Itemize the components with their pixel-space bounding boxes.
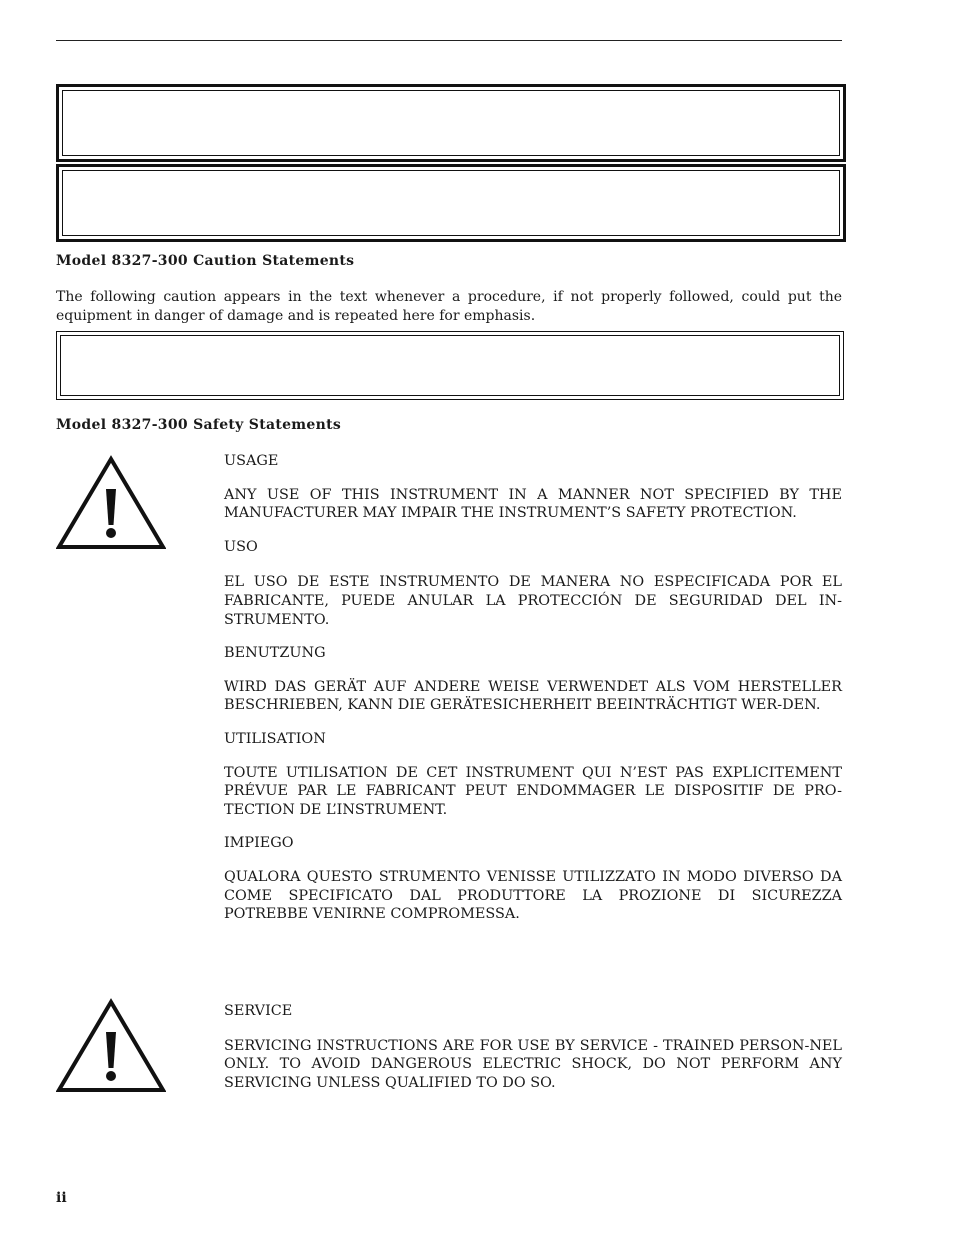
caution-intro: The following caution appears in the text whenever a procedure, if not properly followed, could put the equipment in danger of damage and is repeated here for emphasis.: [56, 289, 842, 324]
safety-heading: Model 8327-300 Safety Statements: [56, 417, 342, 433]
warning-triangle-icon: [56, 455, 166, 551]
usage-text-de: WIRD DAS GERÄT AUF ANDERE WEISE VERWENDET ALS VOM HERSTELLER BESCHRIEBEN, KANN DIE GERÄTESICHERHEIT BEEINTRÄCHTIGT WER-DEN.: [224, 678, 842, 714]
usage-text-it: QUALORA QUESTO STRUMENTO VENISSE UTILIZZATO IN MODO DIVERSO DA COME SPECIFICATO DAL PRODUTTORE LA PROZIONE DI SICUREZZA POTREBBE VENIRNE COMPROMESSA.: [224, 868, 842, 923]
usage-title-en: USAGE: [224, 453, 279, 469]
usage-text-es: EL USO DE ESTE INSTRUMENTO DE MANERA NO ESPECIFICADA POR EL FABRICANTE, PUEDE ANULAR LA PROTECCIÓN DE SEGURIDAD DEL IN-STRUMENTO.: [224, 574, 842, 628]
service-text: SERVICING INSTRUCTIONS ARE FOR USE BY SERVICE - TRAINED PERSON-NEL ONLY. TO AVOID DANGEROUS ELECTRIC SHOCK, DO NOT PERFORM ANY SERVICING UNLESS QUALIFIED TO DO SO.: [224, 1037, 842, 1091]
usage-text-fr: TOUTE UTILISATION DE CET INSTRUMENT QUI N’EST PAS EXPLICITEMENT PRÉVUE PAR LE FABRICANT PEUT ENDOMMAGER LE DISPOSITIF DE PRO-TECTION DE L’INSTRUMENT.: [224, 764, 842, 818]
warning-box-2: [56, 164, 846, 242]
caution-box: [56, 331, 844, 400]
usage-title-it: IMPIEGO: [224, 835, 294, 852]
top-rule: [56, 40, 842, 41]
usage-title-es: USO: [224, 538, 258, 555]
service-title: SERVICE: [224, 1003, 293, 1019]
service-statement: [224, 1002, 842, 1092]
usage-title-de: BENUTZUNG: [224, 645, 326, 662]
caution-heading: Model 8327-300 Caution Statements: [56, 253, 355, 269]
usage-title-fr: UTILISATION: [224, 730, 326, 747]
page-number: ii: [56, 1190, 67, 1206]
warning-triangle-icon: [56, 998, 166, 1094]
warning-box-1: [56, 84, 846, 162]
usage-statements: [224, 452, 842, 924]
usage-text-en: ANY USE OF THIS INSTRUMENT IN A MANNER NOT SPECIFIED BY THE MANUFACTURER MAY IMPAIR THE INSTRUMENT’S SAFETY PROTECTION.: [224, 486, 842, 522]
